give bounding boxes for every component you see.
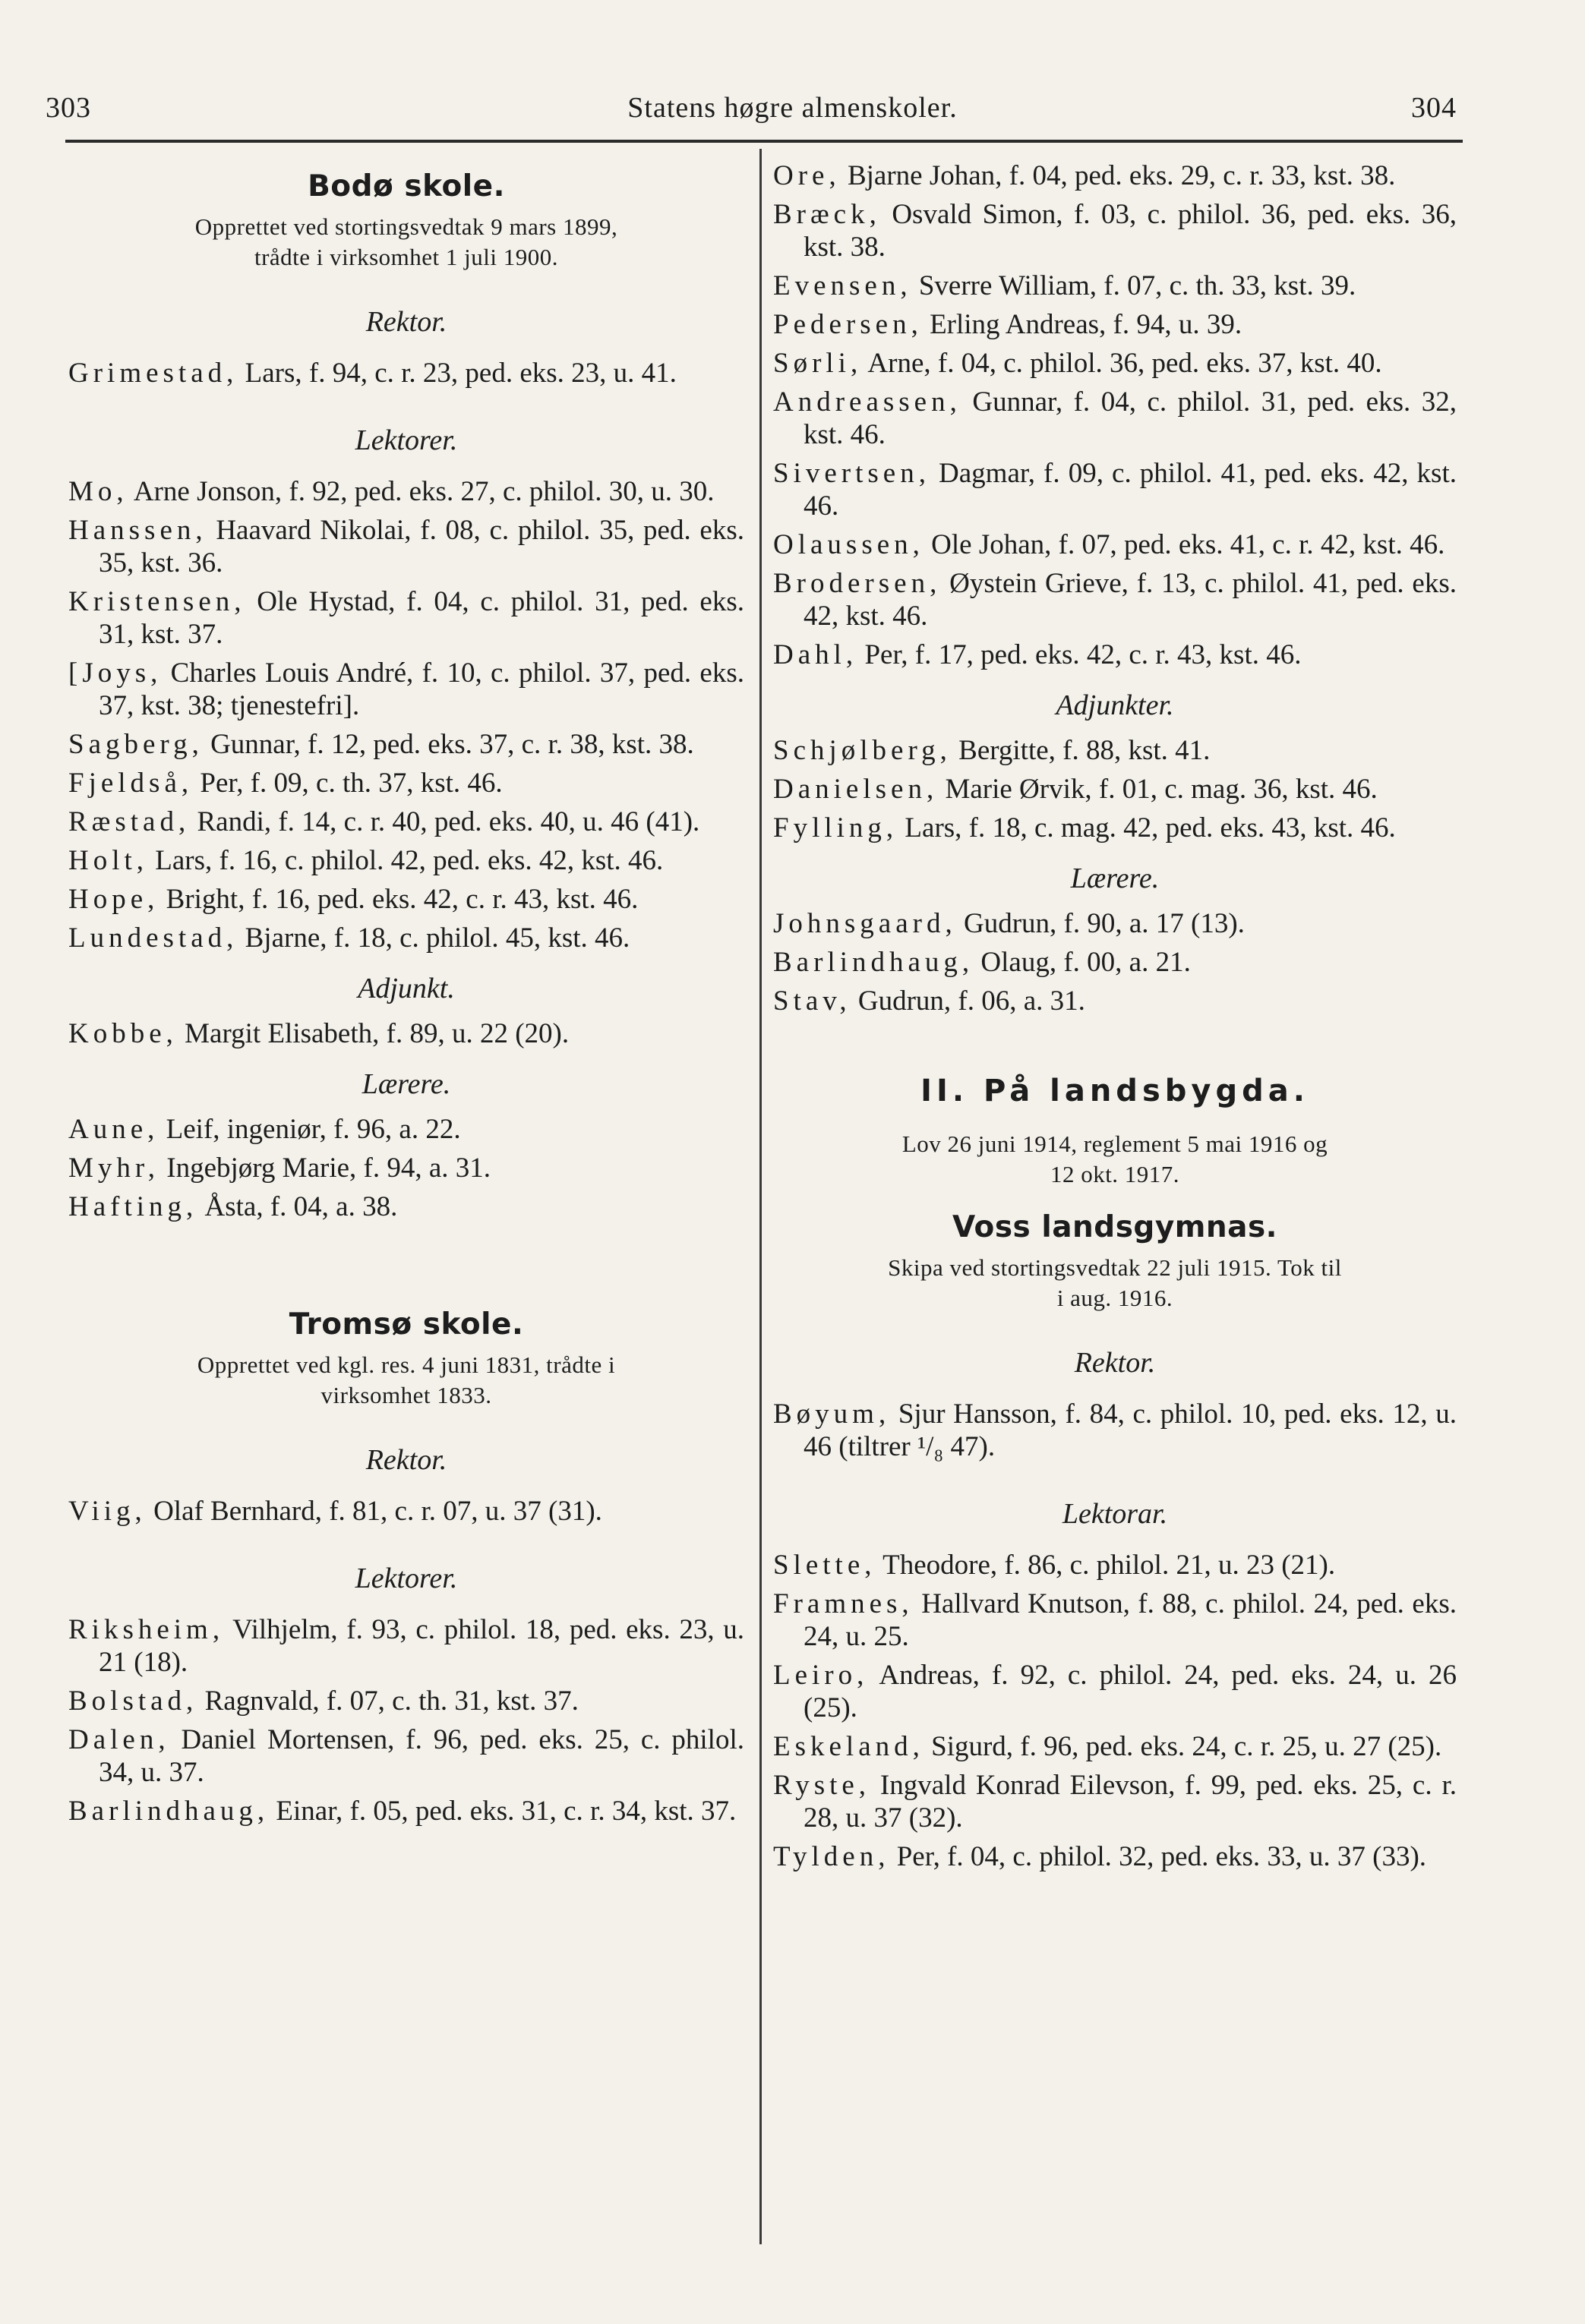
list-item xyxy=(773,639,1457,671)
entry-details: Margit Elisabeth, f. 89, u. 22 (20). xyxy=(177,1018,570,1049)
list-item xyxy=(68,1017,744,1050)
entry-details: Arne Jonson, f. 92, ped. eks. 27, c. philol. 30, u. 30. xyxy=(128,476,715,507)
entry-details: Per, f. 09, c. th. 37, kst. 46. xyxy=(193,768,503,799)
school-title-tromso: Tromsø skole. xyxy=(289,1307,524,1342)
entry-details: Gunnar, f. 04, c. philol. 31, ped. eks. 32, kst. 46. xyxy=(804,386,1457,450)
entry-surname: Kobbe, xyxy=(68,1018,178,1049)
entry-surname: Fylling, xyxy=(773,812,898,844)
entry-surname: Barlindhaug, xyxy=(773,947,974,978)
list-item xyxy=(68,806,744,838)
entry-surname: Danielsen, xyxy=(773,774,939,805)
entry-surname: Sivertsen, xyxy=(773,458,930,489)
entry-details: Sigurd, f. 96, ped. eks. 24, c. r. 25, u. 27 (25). xyxy=(924,1731,1442,1762)
right-column xyxy=(773,159,1457,1879)
page-number-left: 303 xyxy=(46,92,91,124)
entry-surname: Framnes, xyxy=(773,1588,914,1619)
column-divider xyxy=(759,149,762,2244)
subheading-adjunkt: Adjunkt. xyxy=(358,973,455,1004)
entry-details: Ingebjørg Marie, f. 94, a. 31. xyxy=(159,1153,491,1184)
list-item xyxy=(68,1795,744,1827)
entry-surname: Ræstad, xyxy=(68,806,191,837)
list-item xyxy=(68,1613,744,1679)
list-item xyxy=(68,1495,744,1528)
entry-details: Olaug, f. 00, a. 21. xyxy=(974,947,1191,978)
list-item xyxy=(68,844,744,877)
entry-surname: Hope, xyxy=(68,884,159,915)
section-title-landsbygda: II. På landsbygda. xyxy=(920,1074,1309,1108)
school-note-line: Opprettet ved stortingsvedtak 9 mars 1899, xyxy=(194,213,618,240)
header-rule xyxy=(65,140,1463,143)
school-note-line: Skipa ved stortingsvedtak 22 juli 1915. Tok til xyxy=(888,1254,1342,1281)
entry-surname: [Joys, xyxy=(68,657,163,689)
entry-surname: Viig, xyxy=(68,1496,147,1527)
school-note-line: virksomhet 1833. xyxy=(320,1382,492,1408)
entry-surname: Sagberg, xyxy=(68,729,204,760)
school-note-line: Opprettet ved kgl. res. 4 juni 1831, trådte i xyxy=(197,1351,616,1378)
entry-surname: Bolstad, xyxy=(68,1685,198,1717)
entry-details: Lars, f. 18, c. mag. 42, ped. eks. 43, kst. 46. xyxy=(898,812,1396,844)
entry-surname: Hanssen, xyxy=(68,515,207,546)
entry-details: Per, f. 17, ped. eks. 42, c. r. 43, kst. 46. xyxy=(857,639,1302,670)
entry-surname: Schjølberg, xyxy=(773,735,952,766)
entry-surname: Kristensen, xyxy=(68,586,246,617)
entry-surname: Mo, xyxy=(68,476,128,507)
entry-details: Bergitte, f. 88, kst. 41. xyxy=(951,735,1211,766)
entry-surname: Johnsgaard, xyxy=(773,908,957,939)
entry-details: Lars, f. 94, c. r. 23, ped. eks. 23, u. 41. xyxy=(238,358,677,389)
entry-details: Gunnar, f. 12, ped. eks. 37, c. r. 38, kst. 38. xyxy=(203,729,694,760)
list-item xyxy=(773,907,1457,940)
list-item xyxy=(773,946,1457,979)
adjunkter-list xyxy=(773,734,1457,844)
list-item xyxy=(68,883,744,916)
entry-details: Daniel Mortensen, f. 96, ped. eks. 25, c. philol. 34, u. 37. xyxy=(99,1724,744,1788)
list-item xyxy=(68,357,744,389)
entry-surname: Brodersen, xyxy=(773,568,942,599)
entry-details: Åsta, f. 04, a. 38. xyxy=(197,1191,398,1222)
entry-surname: Riksheim, xyxy=(68,1614,225,1645)
entry-details: Hallvard Knutson, f. 88, c. philol. 24, ped. eks. 24, u. 25. xyxy=(804,1588,1457,1652)
entry-surname: Holt, xyxy=(68,845,149,876)
entry-surname: Dalen, xyxy=(68,1724,170,1755)
entry-details: Randi, f. 14, c. r. 40, ped. eks. 40, u. 46 (41). xyxy=(190,806,700,837)
subheading-rektor: Rektor. xyxy=(1074,1347,1156,1379)
entry-details: Per, f. 04, c. philol. 32, ped. eks. 33, u. 37 (33). xyxy=(889,1841,1427,1872)
entry-surname: Tylden, xyxy=(773,1841,890,1872)
section-note-line: 12 okt. 1917. xyxy=(1050,1161,1180,1187)
lektorer-continued-list xyxy=(773,159,1457,671)
lektorar-list xyxy=(773,1549,1457,1873)
entry-details: Olaf Bernhard, f. 81, c. r. 07, u. 37 (31). xyxy=(146,1496,602,1527)
list-item xyxy=(68,514,744,579)
lektorer-list xyxy=(68,1613,744,1827)
entry-details: Bright, f. 16, ped. eks. 42, c. r. 43, kst. 46. xyxy=(159,884,639,915)
entry-surname: Aune, xyxy=(68,1114,159,1145)
entry-details: Øystein Grieve, f. 13, c. philol. 41, ped. eks. 42, kst. 46. xyxy=(804,568,1457,632)
entry-surname: Sørli, xyxy=(773,348,863,379)
list-item xyxy=(773,308,1457,341)
entry-details: Charles Louis André, f. 10, c. philol. 37, ped. eks. 37, kst. 38; tjenestefri]. xyxy=(99,657,744,721)
entry-surname: Evensen, xyxy=(773,270,912,301)
subheading-lektorar: Lektorar. xyxy=(1062,1498,1168,1530)
entry-details: Osvald Simon, f. 03, c. philol. 36, ped. eks. 36, kst. 38. xyxy=(804,199,1457,263)
subheading-laerere: Lærere. xyxy=(1070,862,1160,894)
school-note-line: i aug. 1916. xyxy=(1056,1285,1173,1311)
list-item xyxy=(773,1549,1457,1581)
subheading-lektorer: Lektorer. xyxy=(355,424,458,456)
entry-details: Sjur Hansson, f. 84, c. philol. 10, ped. eks. 12, u. 46 (tiltrer ¹/₈ 47). xyxy=(804,1398,1457,1462)
entry-details: Andreas, f. 92, c. philol. 24, ped. eks. 24, u. 26 (25). xyxy=(804,1660,1457,1723)
entry-surname: Dahl, xyxy=(773,639,858,670)
entry-details: Gudrun, f. 90, a. 17 (13). xyxy=(956,908,1245,939)
left-column xyxy=(68,159,744,1834)
list-item xyxy=(773,734,1457,767)
list-item xyxy=(773,985,1457,1017)
school-note-line: trådte i virksomhet 1 juli 1900. xyxy=(254,244,558,270)
entry-details: Arne, f. 04, c. philol. 36, ped. eks. 37, kst. 40. xyxy=(862,348,1382,379)
entry-details: Bjarne Johan, f. 04, ped. eks. 29, c. r. 33, kst. 38. xyxy=(840,160,1396,191)
list-item xyxy=(773,567,1457,632)
subheading-rektor: Rektor. xyxy=(365,306,447,338)
rektor-list xyxy=(773,1398,1457,1463)
entry-surname: Andreassen, xyxy=(773,386,961,418)
entry-details: Haavard Nikolai, f. 08, c. philol. 35, ped. eks. 35, kst. 36. xyxy=(99,515,744,579)
entry-surname: Lundestad, xyxy=(68,922,238,954)
entry-surname: Stav, xyxy=(773,985,851,1017)
entry-details: Vilhjelm, f. 93, c. philol. 18, ped. eks. 23, u. 21 (18). xyxy=(99,1614,744,1678)
list-item xyxy=(773,198,1457,263)
school-title-voss: Voss landsgymnas. xyxy=(952,1210,1278,1244)
entry-surname: Leiro, xyxy=(773,1660,869,1691)
subheading-adjunkter: Adjunkter. xyxy=(1056,689,1174,721)
list-item xyxy=(773,1588,1457,1653)
list-item xyxy=(68,1190,744,1223)
entry-details: Ingvald Konrad Eilevson, f. 99, ped. eks. 25, c. r. 28, u. 37 (32). xyxy=(804,1770,1457,1834)
list-item xyxy=(68,922,744,954)
list-item xyxy=(68,728,744,761)
entry-details: Dagmar, f. 09, c. philol. 41, ped. eks. 42, kst. 46. xyxy=(804,458,1457,522)
list-item xyxy=(773,773,1457,806)
list-item xyxy=(773,1769,1457,1834)
list-item xyxy=(773,270,1457,302)
lektorer-list xyxy=(68,475,744,954)
entry-details: Theodore, f. 86, c. philol. 21, u. 23 (21). xyxy=(876,1550,1336,1581)
list-item xyxy=(68,657,744,722)
entry-details: Erling Andreas, f. 94, u. 39. xyxy=(922,309,1242,340)
entry-details: Bjarne, f. 18, c. philol. 45, kst. 46. xyxy=(238,922,630,954)
list-item xyxy=(773,1730,1457,1763)
list-item xyxy=(773,159,1457,192)
list-item xyxy=(68,475,744,508)
list-item xyxy=(773,457,1457,522)
spacer xyxy=(68,1229,744,1298)
list-item xyxy=(68,1723,744,1789)
list-item xyxy=(773,1840,1457,1873)
subheading-laerere: Lærere. xyxy=(362,1068,451,1100)
entry-details: Einar, f. 05, ped. eks. 31, c. r. 34, kst. 37. xyxy=(269,1796,737,1827)
entry-surname: Hafting, xyxy=(68,1191,198,1222)
entry-details: Lars, f. 16, c. philol. 42, ped. eks. 42, kst. 46. xyxy=(148,845,664,876)
page-header xyxy=(0,0,1585,152)
list-item xyxy=(68,1152,744,1184)
list-item xyxy=(773,1398,1457,1463)
adjunkt-list xyxy=(68,1017,744,1050)
entry-surname: Pedersen, xyxy=(773,309,923,340)
entry-details: Leif, ingeniør, f. 96, a. 22. xyxy=(159,1114,461,1145)
list-item xyxy=(773,812,1457,844)
laerere-list xyxy=(68,1113,744,1223)
list-item xyxy=(773,347,1457,380)
entry-surname: Bøyum, xyxy=(773,1398,891,1430)
entry-surname: Myhr, xyxy=(68,1153,159,1184)
subheading-rektor: Rektor. xyxy=(365,1444,447,1476)
running-title: Statens høgre almenskoler. xyxy=(627,92,958,124)
entry-surname: Barlindhaug, xyxy=(68,1796,270,1827)
entry-details: Ole Johan, f. 07, ped. eks. 41, c. r. 42, kst. 46. xyxy=(924,529,1445,560)
list-item xyxy=(68,767,744,799)
entry-surname: Olaussen, xyxy=(773,529,924,560)
subheading-lektorer: Lektorer. xyxy=(355,1562,458,1594)
list-item xyxy=(68,585,744,651)
entry-details: Marie Ørvik, f. 01, c. mag. 36, kst. 46. xyxy=(938,774,1378,805)
page-number-right: 304 xyxy=(1411,92,1457,124)
entry-details: Ole Hystad, f. 04, c. philol. 31, ped. eks. 31, kst. 37. xyxy=(99,586,744,650)
rektor-list xyxy=(68,1495,744,1528)
entry-details: Ragnvald, f. 07, c. th. 31, kst. 37. xyxy=(197,1685,579,1717)
entry-surname: Fjeldså, xyxy=(68,768,194,799)
list-item xyxy=(773,1659,1457,1724)
list-item xyxy=(68,1685,744,1717)
entry-surname: Ryste, xyxy=(773,1770,871,1801)
entry-surname: Slette, xyxy=(773,1550,876,1581)
laerere-list xyxy=(773,907,1457,1017)
list-item xyxy=(773,528,1457,561)
list-item xyxy=(68,1113,744,1146)
entry-details: Sverre William, f. 07, c. th. 33, kst. 39. xyxy=(911,270,1356,301)
school-title-bodo: Bodø skole. xyxy=(308,169,505,203)
list-item xyxy=(773,386,1457,451)
entry-surname: Bræck, xyxy=(773,199,881,230)
rektor-list xyxy=(68,357,744,389)
entry-details: Gudrun, f. 06, a. 31. xyxy=(851,985,1085,1017)
entry-surname: Eskeland, xyxy=(773,1731,924,1762)
entry-surname: Grimestad, xyxy=(68,358,238,389)
entry-surname: Ore, xyxy=(773,160,841,191)
section-note-line: Lov 26 juni 1914, reglement 5 mai 1916 og xyxy=(901,1130,1328,1157)
